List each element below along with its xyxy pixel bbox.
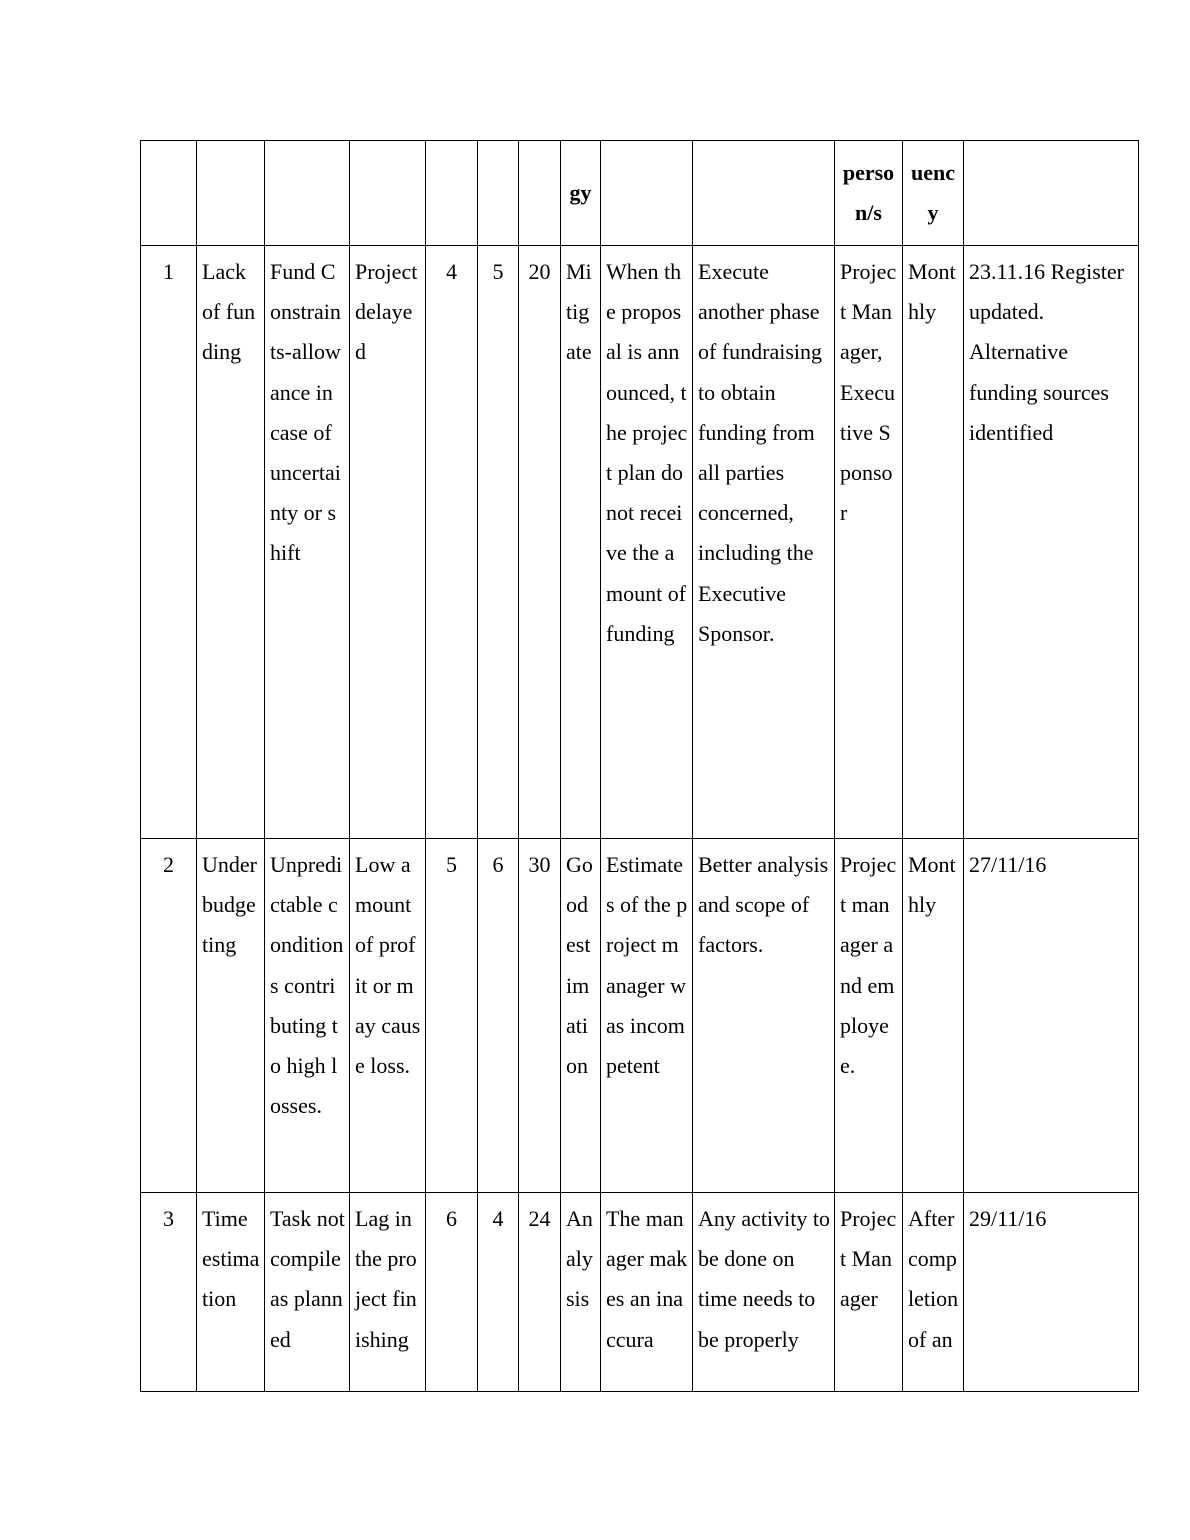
- action: Any activity to be done on time needs to be properly: [693, 1193, 835, 1392]
- table-row: [141, 839, 1139, 1193]
- risk-description: Unpredictable conditions contributing to high losses.: [265, 839, 350, 1193]
- header-cell: [964, 141, 1139, 246]
- likelihood-value: 5: [426, 839, 478, 1193]
- risk-description: Fund Constraints-allowance in case of uncertainty or shift: [265, 246, 350, 839]
- row-id: 1: [141, 246, 197, 839]
- risk-score: 30: [519, 839, 561, 1193]
- row-id: 2: [141, 839, 197, 1193]
- trigger: The manager makes an inaccura: [601, 1193, 693, 1392]
- header-cell: [601, 141, 693, 246]
- risk-impact: Lag in the project finishing: [350, 1193, 426, 1392]
- likelihood-value: 4: [426, 246, 478, 839]
- table-row: [141, 1193, 1139, 1392]
- trigger: When the proposal is announced, the project plan do not receive the amount of funding: [601, 246, 693, 839]
- header-row: [141, 141, 1139, 246]
- responsible-person: Project Manager: [835, 1193, 903, 1392]
- strategy: Analysis: [561, 1193, 601, 1392]
- header-cell: [693, 141, 835, 246]
- table-row: [141, 246, 1139, 839]
- header-cell: [265, 141, 350, 246]
- header-cell: [350, 141, 426, 246]
- trigger: Estimates of the project manager was incompetent: [601, 839, 693, 1193]
- header-cell: [141, 141, 197, 246]
- header-strategy: gy: [561, 141, 601, 246]
- status-update: 23.11.16 Register updated. Alternative funding sources identified: [964, 246, 1139, 839]
- header-cell: [197, 141, 265, 246]
- row-id: 3: [141, 1193, 197, 1392]
- responsible-person: Project Manager, Executive Sponsor: [835, 246, 903, 839]
- risk-name: Time estimation: [197, 1193, 265, 1392]
- risk-register-table: [140, 140, 1139, 1392]
- risk-score: 20: [519, 246, 561, 839]
- risk-description: Task not compile as planned: [265, 1193, 350, 1392]
- strategy: Mitigate: [561, 246, 601, 839]
- action: Better analysis and scope of factors.: [693, 839, 835, 1193]
- likelihood-value: 6: [426, 1193, 478, 1392]
- status-update: 27/11/16: [964, 839, 1139, 1193]
- risk-name: Under budgeting: [197, 839, 265, 1193]
- severity-value: 5: [478, 246, 519, 839]
- review-frequency: Monthly: [903, 246, 964, 839]
- severity-value: 6: [478, 839, 519, 1193]
- header-frequency: uenc y: [903, 141, 964, 246]
- review-frequency: Monthly: [903, 839, 964, 1193]
- strategy: Good estimation: [561, 839, 601, 1193]
- review-frequency: After completion of an: [903, 1193, 964, 1392]
- severity-value: 4: [478, 1193, 519, 1392]
- risk-name: Lack of funding: [197, 246, 265, 839]
- header-cell: [519, 141, 561, 246]
- responsible-person: Project manager and employee.: [835, 839, 903, 1193]
- header-cell: [426, 141, 478, 246]
- status-update: 29/11/16: [964, 1193, 1139, 1392]
- action: Execute another phase of fundraising to obtain funding from all parties concerned, including the Executive Sponsor.: [693, 246, 835, 839]
- risk-impact: Low amount of profit or may cause loss.: [350, 839, 426, 1193]
- risk-score: 24: [519, 1193, 561, 1392]
- header-responsible: perso n/s: [835, 141, 903, 246]
- risk-impact: Project delayed: [350, 246, 426, 839]
- header-cell: [478, 141, 519, 246]
